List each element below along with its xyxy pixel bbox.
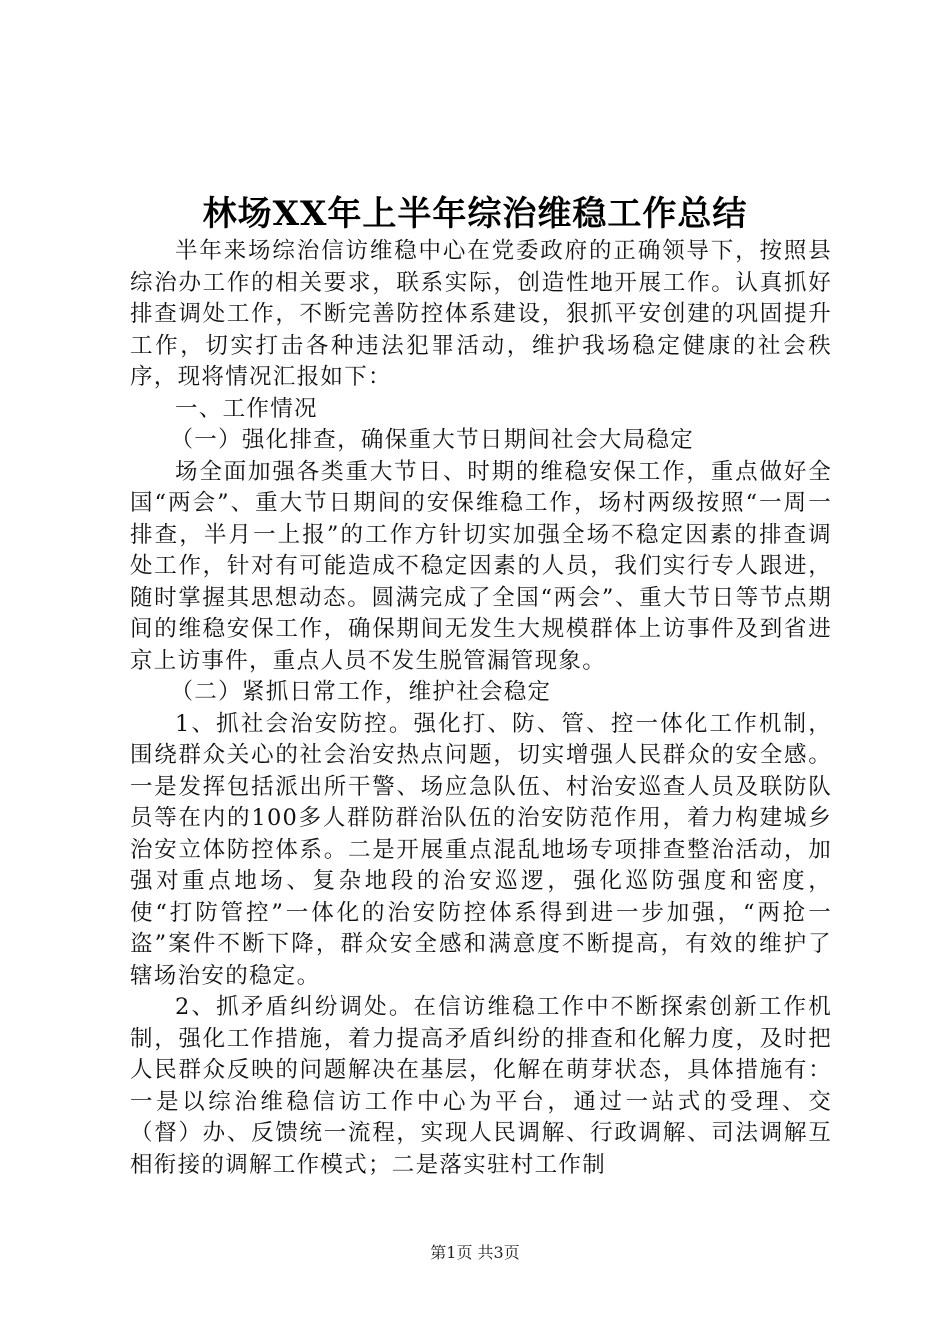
body-paragraph: 场全面加强各类重大节日、时期的维稳安保工作，重点做好全国“两会”、重大节日期间的安保维稳工作，场村两级按照“一周一排查，半月一上报”的工作方针切实加强全场不稳定因素的排查调处工作，针对有可能造成不稳定因素的人员，我们实行专人跟进，随时掌握其思想动态。圆满完成了全国“两会”、重大节日等节点期间的维稳安保工作，确保期间无发生大规模群体上访事件及到省进京上访事件，重点人员不发生脱管漏管现象。 <box>130 458 832 674</box>
page-number: 第1页 共3页 <box>430 1243 520 1262</box>
intro-paragraph: 半年来场综治信访维稳中心在党委政府的正确领导下，按照县综治办工作的相关要求，联系实际，创造性地开展工作。认真抓好排查调处工作，不断完善防控体系建设，狠抓平安创建的巩固提升工作，切实打击各种违法犯罪活动，维护我场稳定健康的社会秩序，现将情况汇报如下： <box>130 238 832 390</box>
body-paragraph: 2、抓矛盾纠纷调处。在信访维稳工作中不断探索创新工作机制，强化工作措施，着力提高矛盾纠纷的排查和化解力度，及时把人民群众反映的问题解决在基层，化解在萌芽状态，具体措施有：一是以综治维稳信访工作中心为平台，通过一站式的受理、交（督）办、反馈统一流程，实现人民调解、行政调解、司法调解互相衔接的调解工作模式；二是落实驻村工作制 <box>130 994 832 1178</box>
subsection-heading: （一）强化排查，确保重大节日期间社会大局稳定 <box>170 427 695 453</box>
body-paragraph: 1、抓社会治安防控。强化打、防、管、控一体化工作机制，围绕群众关心的社会治安热点问题，切实增强人民群众的安全感。一是发挥包括派出所干警、场应急队伍、村治安巡查人员及联防队员等在内的100多人群防群治队伍的治安防范作用，着力构建城乡治安立体防控体系。二是开展重点混乱地场专项排查整治活动，加强对重点地场、复杂地段的治安巡逻，强化巡防强度和密度，使“打防管控”一体化的治安防控体系得到进一步加强，“两抢一盗”案件不断下降，群众安全感和满意度不断提高，有效的维护了辖场治安的稳定。 <box>130 710 832 989</box>
document-body <box>130 236 832 1181</box>
subsection-heading: （二）紧抓日常工作，维护社会稳定 <box>170 679 552 705</box>
section-heading: 一、工作情况 <box>175 395 318 422</box>
document-title: 林场XX年上半年综治维稳工作总结 <box>202 194 748 234</box>
